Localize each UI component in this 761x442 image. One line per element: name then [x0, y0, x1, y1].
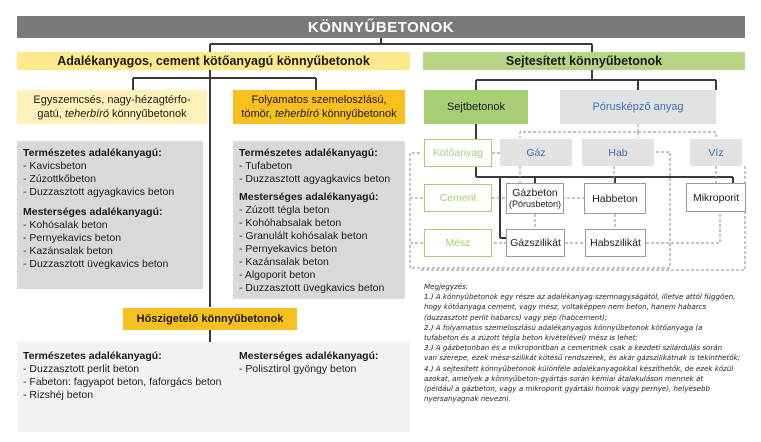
sub2-line2-pre: tömör,: [241, 108, 275, 120]
gas-concrete-sublabel: (Pórusbeton): [508, 198, 562, 209]
binder-box: Kötőanyag: [424, 139, 492, 167]
notes-line: 4.) A sejtesített könnyűbetonok különféle adalékanyagokkal készíthetők, de ezek közül: [424, 363, 734, 373]
water-box: Víz: [690, 139, 742, 166]
cellular-lightweight-concrete-header: Sejtesített könnyűbetonok: [423, 52, 745, 70]
insulating-artificial-heading: Mesterséges adalékanyagú:: [239, 350, 379, 362]
main-title: KÖNNYŰBETONOK: [17, 16, 745, 38]
panel1-artificial-item: - Duzzasztott üvegkavics beton: [23, 258, 169, 270]
notes-line: (duzzasztott perlit habarcs) vagy pép (habcement);: [424, 312, 608, 322]
gas-silicate-box: Gázszilikát: [506, 229, 565, 257]
insulating-natural-item: - Rizshéj beton: [23, 389, 94, 401]
panel2-natural-item: - Tufabeton: [239, 160, 293, 172]
panel1-natural-item: - Kavicsbeton: [23, 160, 87, 172]
microporite-box: Mikroporit: [686, 183, 746, 212]
notes-line: 3.) A gázbetonban és a mikroporitban a cementnek csak a kezdeti szilárdulás során: [424, 343, 723, 353]
notes-line: (például a gázbeton, vagy a mikroporit gyártási homok vagy pernye), helyesebb: [424, 384, 711, 394]
panel1-artificial-item: - Kohósalak beton: [23, 219, 108, 231]
sub1-line2-pre: gatú,: [37, 108, 65, 120]
insulating-artificial-item: - Polisztirol gyöngy beton: [239, 363, 357, 375]
foam-concrete-box: Habbeton: [584, 183, 646, 214]
foam-silicate-box: Habszilikát: [585, 229, 646, 257]
notes-line: 1.) A könnyűbetonok egy része az adalékanyag szemnagyságától, illetve attól függően,: [424, 292, 736, 302]
insulating-concrete-panel: [17, 342, 410, 432]
panel2-artificial-heading: Mesterséges adalékanyagú:: [239, 191, 379, 203]
panel1-natural-item: - Duzzasztott agyagkavics beton: [23, 186, 175, 198]
gas-concrete-label: Gázbeton: [512, 186, 558, 199]
panel2-natural-item: - Duzzasztott agyagkavics beton: [239, 173, 391, 185]
single-size-aggregate-box: [17, 90, 207, 124]
sub2-line2-emphasis: teherbíró: [274, 108, 319, 120]
sub2-line2-post: könnyűbetonok: [318, 108, 397, 120]
cement-box: Cement: [424, 184, 492, 212]
notes-line: nyersanyagnak nevezni.: [424, 394, 511, 404]
panel1-artificial-heading: Mesterséges adalékanyagú:: [23, 206, 163, 218]
lime-box: Mész: [424, 229, 492, 257]
notes-line: tufabeton és a zúzott tégla beton kivételével) mész is lehet;: [424, 333, 638, 343]
panel2-artificial-item: - Zúzott tégla beton: [239, 204, 330, 216]
panel2-artificial-item: - Kazánsalak beton: [239, 256, 329, 268]
sub1-line2: [37, 107, 186, 121]
panel2-artificial-item: - Duzzasztott üvegkavics beton: [239, 282, 385, 294]
sub1-line2-post: könnyűbetonok: [108, 108, 187, 120]
sub2-line1: Folyamatos szemeloszlású,: [251, 94, 387, 106]
sub1-line2-emphasis: teherbíró: [64, 108, 109, 120]
gas-concrete-box: [506, 183, 564, 214]
panel1-artificial-item: - Pernyekavics beton: [23, 232, 122, 244]
panel1-artificial-item: - Kazánsalak beton: [23, 245, 113, 257]
cellular-concrete-box: Sejtbetonok: [424, 90, 528, 124]
insulating-natural-item: - Fabeton: fagyapot beton, faforgács beton: [23, 376, 222, 388]
sub1-line1: Egyszemcsés, nagy-hézagtérfo-: [33, 94, 191, 106]
panel2-artificial-item: - Algoporit beton: [239, 269, 316, 281]
insulating-natural-item: - Duzzasztott perlit beton: [23, 363, 140, 375]
foam-box: Hab: [582, 139, 654, 166]
sub2-line2: [241, 107, 396, 121]
continuous-grading-panel: [233, 141, 405, 299]
notes-line: hogy kötőanyaga cement, vagy mész, voltaképpen nem beton, hanem habarcs: [424, 302, 707, 312]
insulating-natural-heading: Természetes adalékanyagú:: [23, 350, 162, 362]
notes-block: [424, 282, 754, 404]
continuous-grading-box: [233, 90, 405, 124]
notes-line: 2.) A folyamatos szemeloszlású adalékanyagos könnyűbetonok kötőanyaga (a: [424, 322, 703, 332]
single-size-aggregate-panel: [17, 141, 203, 289]
notes-line: van szerepe, ezek mész-szilikát kötésű rendszerek, és akár gázszilikátnak is tekinthetők;: [424, 353, 741, 363]
panel2-artificial-item: - Pernyekavics beton: [239, 243, 338, 255]
panel2-artificial-item: - Granulált kohósalak beton: [239, 230, 368, 242]
panel1-natural-item: - Zúzottkőbeton: [23, 173, 96, 185]
notes-line: azokat, amelyek a könnyűbeton-gyártás során kémiai átalakuláson mennek át: [424, 373, 704, 383]
aggregate-lightweight-concrete-header: Adalékanyagos, cement kötőanyagú könnyűbetonok: [17, 52, 410, 70]
pore-forming-agent-box: Pórusképző anyag: [560, 90, 716, 124]
notes-heading: Megjegyzés:: [424, 282, 469, 291]
panel1-natural-heading: Természetes adalékanyagú:: [23, 147, 162, 159]
gas-box: Gáz: [500, 139, 572, 166]
panel2-artificial-item: - Kohóhabsalak beton: [239, 217, 342, 229]
insulating-concrete-header: Hőszigetelő könnyűbetonok: [123, 308, 297, 330]
panel2-natural-heading: Természetes adalékanyagú:: [239, 147, 378, 159]
